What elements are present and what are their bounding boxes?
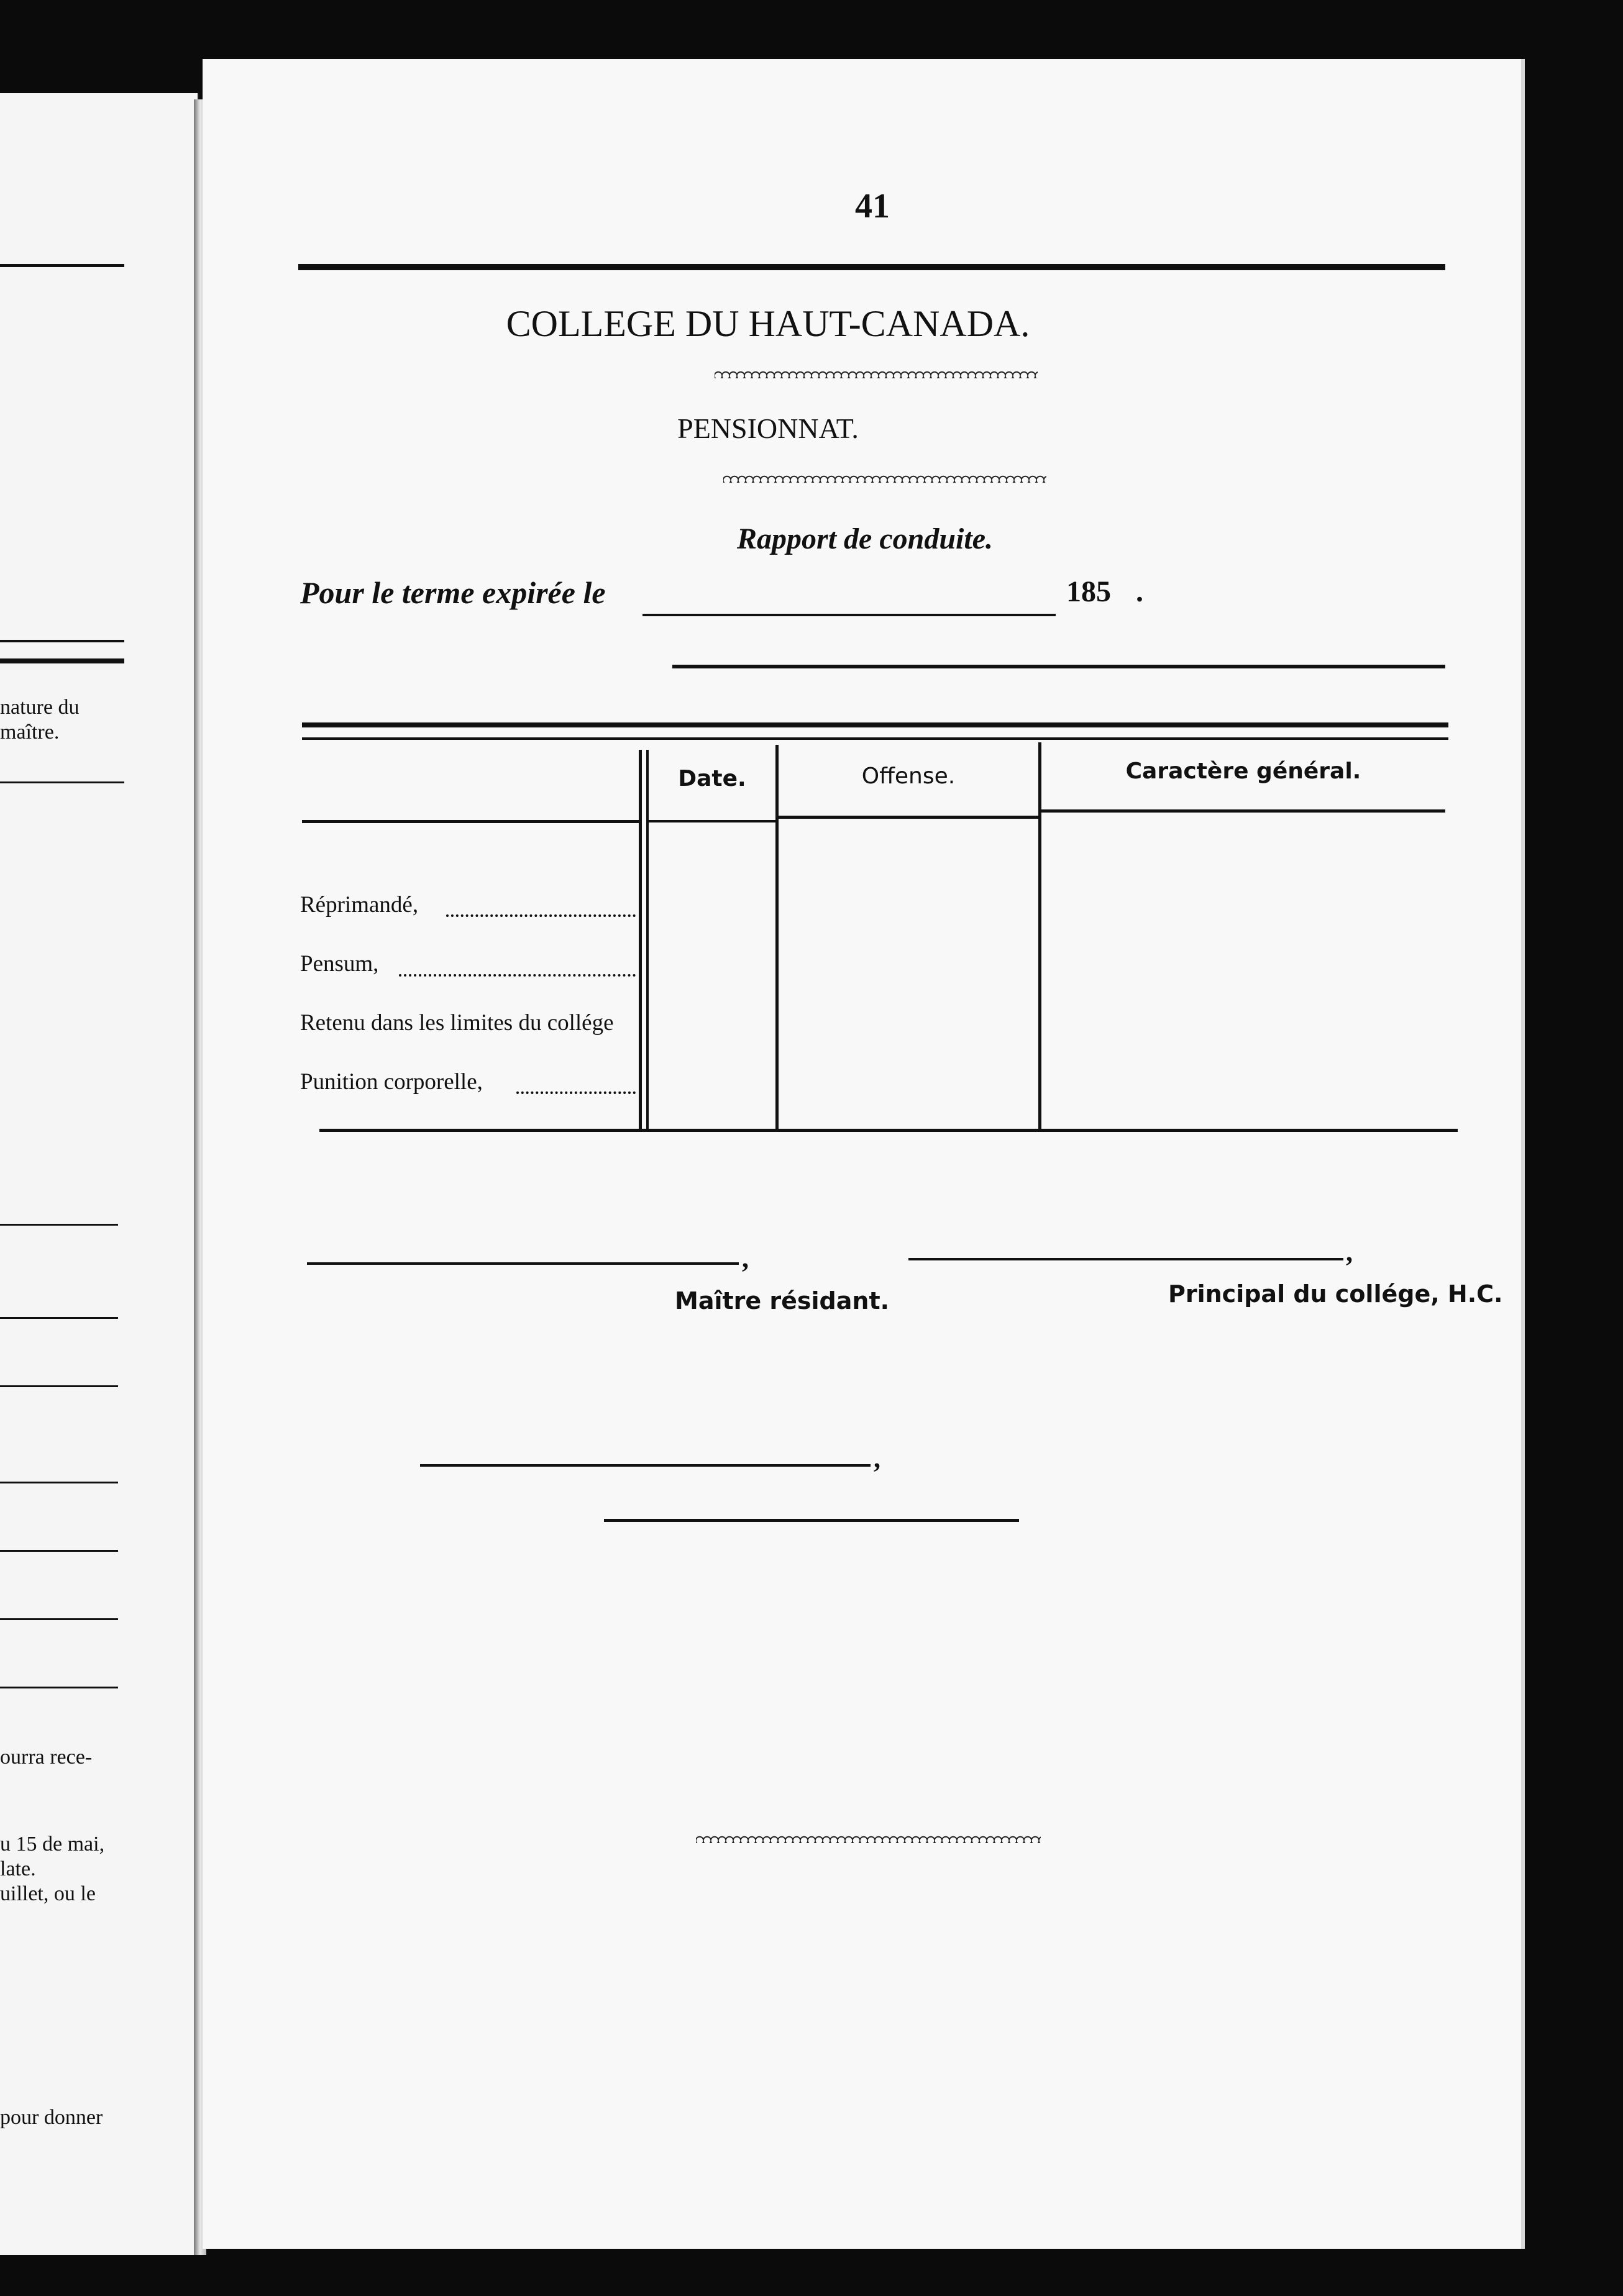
left-rule — [0, 1224, 118, 1226]
name-blank[interactable] — [672, 665, 1445, 668]
table-row-label: Réprimandé, — [300, 892, 419, 918]
table-column-divider — [1038, 742, 1041, 1130]
left-text-fragment: ourra rece- — [0, 1746, 93, 1769]
leader-dots — [399, 974, 636, 977]
left-rule — [0, 1618, 118, 1620]
table-row-label: Retenu dans les limites du collége — [300, 1010, 614, 1036]
header-underline — [1041, 809, 1445, 813]
principal-label: Principal du collége, H.C. — [1168, 1280, 1503, 1308]
left-rule — [0, 640, 124, 642]
term-label: Pour le terme expirée le — [300, 575, 606, 610]
year-period: . — [1136, 575, 1143, 608]
table-row-label: Punition corporelle, — [300, 1069, 483, 1095]
column-header-general-character: Caractère général. — [1125, 758, 1361, 784]
header-underline — [649, 820, 775, 822]
signature-comma: , — [742, 1243, 749, 1273]
left-text-fragment: maître. — [0, 721, 60, 744]
left-rule — [0, 1317, 118, 1319]
left-rule — [0, 264, 124, 267]
left-rule — [0, 1482, 118, 1483]
signature-comma: , — [874, 1443, 880, 1474]
form-page — [203, 59, 1525, 2249]
page-number: 41 — [855, 187, 890, 226]
resident-master-label: Maître résidant. — [675, 1287, 890, 1314]
left-page — [0, 93, 199, 2255]
left-rule — [0, 1550, 118, 1552]
table-column-divider — [646, 750, 649, 1129]
table-column-divider — [775, 745, 779, 1130]
left-rule — [0, 1687, 118, 1688]
ornamental-wavy-rule — [715, 370, 1038, 378]
ornamental-wavy-rule — [723, 474, 1046, 483]
header-underline — [302, 820, 641, 823]
leader-dots — [446, 914, 636, 917]
college-title: COLLEGE DU HAUT-CANADA. — [506, 303, 1030, 344]
signature-line[interactable] — [420, 1464, 871, 1467]
table-column-divider — [639, 750, 642, 1129]
left-text-fragment: pour donner — [0, 2106, 103, 2129]
principal-signature-line[interactable] — [908, 1258, 1343, 1260]
short-rule — [604, 1519, 1019, 1522]
term-date-blank[interactable] — [642, 614, 1056, 616]
table-bottom-rule — [319, 1129, 1458, 1132]
left-rule — [0, 781, 124, 783]
table-row-label: Pensum, — [300, 951, 379, 977]
header-underline — [779, 816, 1038, 819]
left-text-fragment: uillet, ou le — [0, 1882, 96, 1905]
left-rule — [0, 1385, 118, 1387]
column-header-date: Date. — [678, 766, 746, 791]
year-prefix: 185 — [1066, 575, 1111, 608]
leader-dots — [516, 1091, 636, 1094]
report-title: Rapport de conduite. — [737, 522, 994, 555]
left-text-fragment: late. — [0, 1857, 36, 1880]
resident-master-signature-line[interactable] — [307, 1262, 739, 1265]
column-header-offense: Offense. — [861, 763, 956, 789]
table-top-rule — [302, 722, 1448, 727]
header-rule — [298, 264, 1445, 270]
section-subtitle: PENSIONNAT. — [677, 412, 859, 444]
left-rule — [0, 658, 124, 663]
left-text-fragment: u 15 de mai, — [0, 1833, 105, 1856]
left-text-fragment: nature du — [0, 696, 80, 719]
ornamental-wavy-rule — [696, 1834, 1041, 1843]
table-top-rule — [302, 737, 1448, 740]
signature-comma: , — [1346, 1237, 1353, 1267]
